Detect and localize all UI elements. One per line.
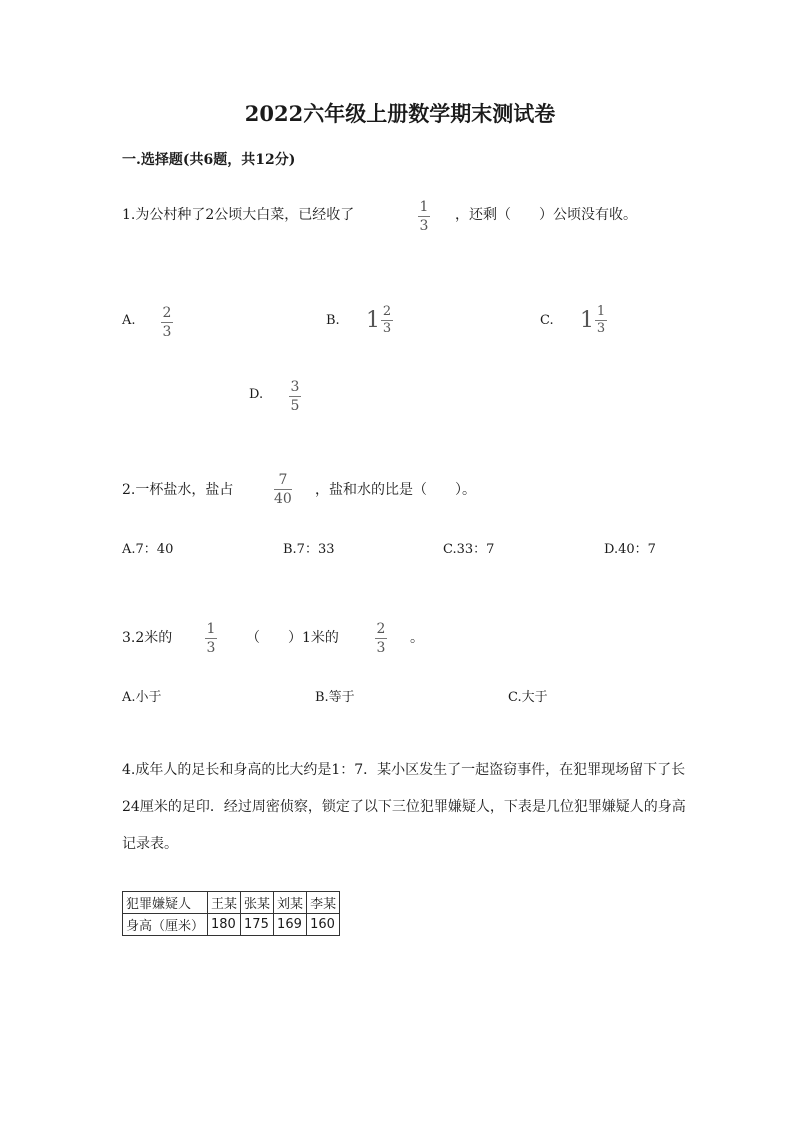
- question-1-text-b: ，还剩（ ）公顷没有收。: [455, 207, 637, 223]
- question-3-text-a: 3.2米的: [122, 630, 173, 646]
- question-1-option-c-mixed-number: [580, 305, 607, 336]
- fraction-numerator: 2: [162, 305, 172, 321]
- table-header-row: [123, 892, 340, 914]
- mixed-whole: 1: [366, 308, 380, 333]
- table-cell: 175: [241, 914, 274, 936]
- table-cell: 王某: [208, 892, 241, 914]
- fraction-denominator: 3: [419, 218, 429, 234]
- fraction-bar: [205, 638, 217, 639]
- table-cell: 犯罪嫌疑人: [123, 892, 208, 914]
- fraction-denominator: 3: [376, 640, 386, 656]
- fraction-denominator: 5: [290, 398, 300, 414]
- fraction-bar: [375, 638, 387, 639]
- question-2-text-a: 2.一杯盐水，盐占: [122, 482, 234, 498]
- question-2-option-a: A.7：40: [122, 542, 174, 557]
- question-3-text-c: 。: [410, 630, 424, 646]
- question-3-option-a: A.小于: [122, 690, 162, 705]
- fraction-denominator: 3: [596, 321, 606, 336]
- fraction-numerator: 7: [278, 472, 288, 488]
- question-2-option-d: D.40：7: [604, 542, 656, 557]
- table-cell: 180: [208, 914, 241, 936]
- fraction-denominator: 40: [274, 491, 292, 507]
- fraction-bar: [289, 396, 301, 397]
- question-1-option-b-mixed-number: [366, 305, 393, 336]
- question-3-text-b: （ ）1米的: [246, 630, 339, 646]
- mixed-fraction: [381, 305, 393, 336]
- question-2-option-b: B.7：33: [283, 542, 335, 557]
- question-3-option-b: B.等于: [315, 690, 355, 705]
- question-1-option-a-label: A.: [122, 313, 136, 328]
- question-3-fraction-2: [375, 621, 387, 656]
- fraction-denominator: 3: [382, 321, 392, 336]
- question-1-option-c-label: C.: [540, 313, 554, 328]
- mixed-fraction: [595, 305, 607, 336]
- fraction-numerator: 2: [382, 304, 392, 319]
- fraction-numerator: 1: [419, 199, 429, 215]
- table-row: [123, 914, 340, 936]
- question-1-option-b-label: B.: [326, 313, 340, 328]
- fraction-bar: [161, 322, 173, 323]
- table-cell: 张某: [241, 892, 274, 914]
- mixed-whole: 1: [580, 308, 594, 333]
- table-cell: 160: [307, 914, 340, 936]
- question-4-text: 4.成年人的足长和身高的比大约是1：7．某小区发生了一起盗窃事件，在犯罪现场留下了长24厘米的足印．经过周密侦察，锁定了以下三位犯罪嫌疑人，下表是几位犯罪嫌疑人的身高记录表。: [122, 762, 686, 852]
- question-3-option-c: C.大于: [508, 690, 548, 705]
- fraction-numerator: 3: [290, 379, 300, 395]
- table-cell: 身高（厘米）: [123, 914, 208, 936]
- question-1-fraction: [418, 199, 430, 234]
- question-3-fraction-1: [205, 621, 217, 656]
- suspect-height-table: [122, 891, 340, 936]
- fraction-numerator: 1: [596, 304, 606, 319]
- question-2-option-c: C.33：7: [443, 542, 495, 557]
- fraction-bar: [274, 489, 292, 490]
- fraction-numerator: 2: [376, 621, 386, 637]
- question-1-option-d-fraction: [289, 379, 301, 414]
- table-cell: 刘某: [274, 892, 307, 914]
- question-1-option-d-label: D.: [249, 387, 264, 402]
- fraction-numerator: 1: [206, 621, 216, 637]
- section-heading: 一.选择题(共6题，共12分): [122, 152, 296, 168]
- question-2-fraction: [274, 472, 292, 507]
- fraction-denominator: 3: [206, 640, 216, 656]
- page-title: 2022六年级上册数学期末测试卷: [244, 101, 556, 126]
- fraction-denominator: 3: [162, 324, 172, 340]
- fraction-bar: [418, 216, 430, 217]
- table-cell: 李某: [307, 892, 340, 914]
- question-1-option-a-fraction: [161, 305, 173, 340]
- question-1-text-a: 1.为公村种了2公顷大白菜，已经收了: [122, 207, 355, 223]
- question-2-text-b: ，盐和水的比是（ ）。: [315, 482, 476, 498]
- table-cell: 169: [274, 914, 307, 936]
